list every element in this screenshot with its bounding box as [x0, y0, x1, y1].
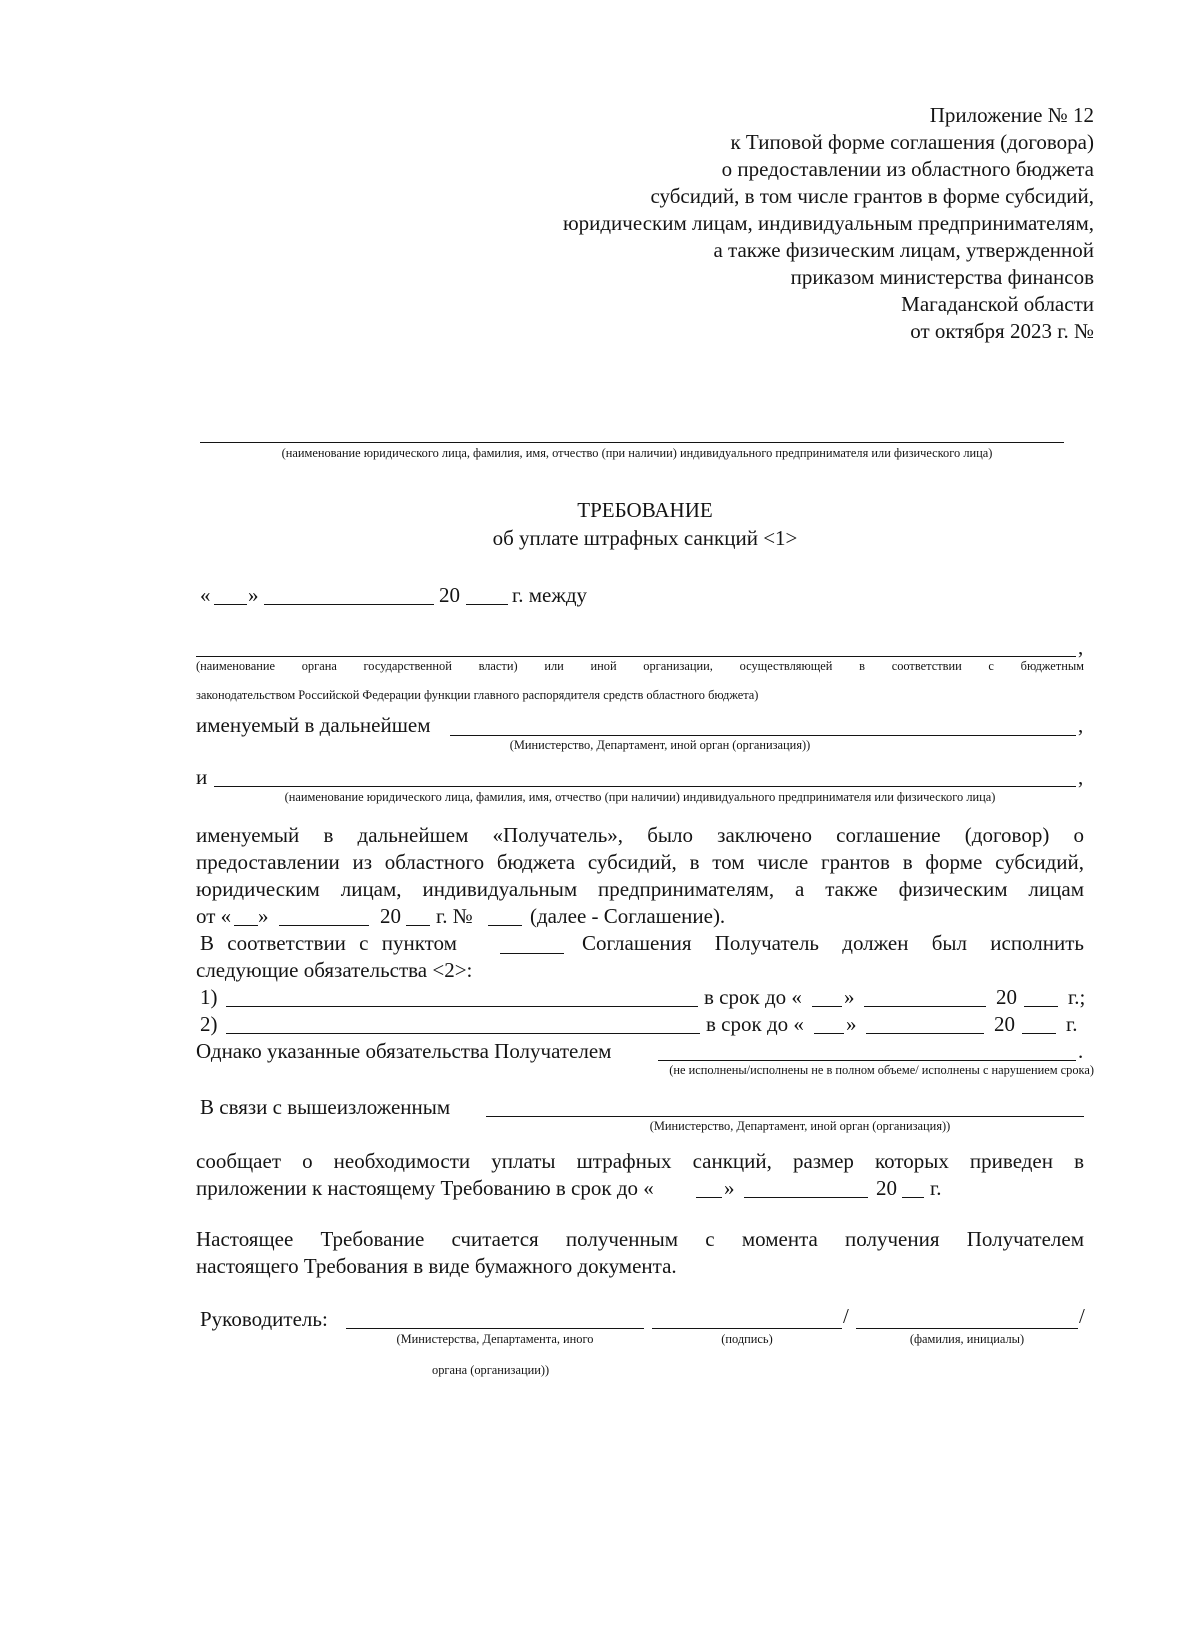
obligation-1-number: 1) — [200, 985, 218, 1009]
para2-clause-label: В соответствии с пунктом — [200, 931, 457, 955]
header-line: к Типовой форме соглашения (договора) — [730, 130, 1094, 154]
signature-org-caption: (Министерства, Департамента, иного — [396, 1332, 594, 1346]
obligation-2-year: 20 — [994, 1012, 1015, 1036]
obligation-2-end: г. — [1066, 1012, 1078, 1036]
para1-year-prefix: 20 — [380, 904, 401, 928]
period: . — [1078, 1039, 1084, 1063]
comma: , — [1078, 765, 1084, 789]
para1-line2: предоставлении из областного бюджета субсидий, в том числе грантов в форме субсидий, — [196, 850, 1084, 874]
recipient-second-line — [214, 786, 1076, 787]
signature-name-caption: (фамилия, инициалы) — [909, 1332, 1025, 1346]
obligation-2-line — [226, 1033, 700, 1034]
para1-line1: именуемый в дальнейшем «Получатель», было заключено соглашение (договор) о — [196, 823, 1084, 847]
obligation-1-deadline: в срок до « — [704, 985, 802, 1009]
head-label: Руководитель: — [200, 1307, 328, 1331]
clause-number-blank — [500, 953, 564, 954]
obligation-2-deadline: в срок до « — [706, 1012, 804, 1036]
para1-line3: юридическим лицам, индивидуальным предпринимателям, а также физическим лицам — [196, 877, 1084, 901]
obligation-2-day-blank — [814, 1033, 844, 1034]
header-line: субсидий, в том числе грантов в форме субсидий, — [650, 184, 1094, 208]
referred-as-line — [450, 735, 1076, 736]
agreement-month-blank — [279, 925, 369, 926]
signature-line — [652, 1328, 842, 1329]
para1-close-quote: » — [258, 904, 269, 928]
agreement-year-blank — [406, 925, 430, 926]
signature-caption: (подпись) — [721, 1332, 773, 1346]
date-year-prefix: 20 — [439, 583, 460, 607]
header-appendix-number: Приложение № 12 — [929, 103, 1094, 127]
para4-line1: Настоящее Требование считается полученным с момента получения Получателем — [196, 1227, 1084, 1251]
document-title: ТРЕБОВАНИЕ — [577, 498, 713, 522]
obligation-1-close-quote: » — [844, 985, 855, 1009]
date-day-blank — [214, 604, 247, 605]
para1-number-label: г. № — [436, 904, 473, 928]
not-fulfilled-line — [658, 1060, 1076, 1061]
slash: / — [1079, 1304, 1085, 1328]
header-line: а также физическим лицам, утвержденной — [713, 238, 1094, 262]
obligation-2-year-blank — [1022, 1033, 1056, 1034]
in-view-ministry-caption: (Министерство, Департамент, иной орган (организация)) — [649, 1119, 951, 1133]
date-close-quote: » — [248, 583, 259, 607]
obligation-1-line — [226, 1006, 698, 1007]
obligation-1-year: 20 — [996, 985, 1017, 1009]
header-line: приказом министерства финансов — [790, 265, 1094, 289]
obligation-2-month-blank — [866, 1033, 984, 1034]
comma: , — [1078, 713, 1084, 737]
in-view-label: В связи с вышеизложенным — [200, 1095, 451, 1119]
authority-caption-line1: (наименование органа государственной власти) или иной организации, осуществляющей в соответствии с бюджетным — [196, 659, 1084, 673]
in-view-ministry-line — [486, 1116, 1084, 1117]
para3-line1: сообщает о необходимости уплаты штрафных санкций, размер которых приведен в — [196, 1149, 1084, 1173]
para2-line1-tail: Соглашения Получатель должен был исполнить — [582, 931, 1084, 955]
recipient-name-line — [200, 442, 1064, 443]
signature-name-line — [856, 1328, 1078, 1329]
document-subtitle: об уплате штрафных санкций <1> — [492, 526, 798, 550]
header-line: юридическим лицам, индивидуальным предпринимателям, — [562, 211, 1094, 235]
para3-year: 20 — [876, 1176, 897, 1200]
date-tail: г. между — [512, 583, 588, 607]
obligation-1-year-blank — [1024, 1006, 1058, 1007]
referred-as-label: именуемый в дальнейшем — [196, 713, 431, 737]
para3-line2: приложении к настоящему Требованию в срок до « — [196, 1176, 654, 1200]
signature-org-line — [346, 1328, 644, 1329]
recipient-second-caption: (наименование юридического лица, фамилия, имя, отчество (при наличии) индивидуального предпринимателя или физического лица) — [284, 790, 996, 804]
header-line: Магаданской области — [901, 292, 1094, 316]
obligation-1-day-blank — [812, 1006, 842, 1007]
para1-from: от « — [196, 904, 232, 928]
payment-year-blank — [902, 1197, 924, 1198]
obligation-2-number: 2) — [200, 1012, 218, 1036]
obligation-2-close-quote: » — [846, 1012, 857, 1036]
para4-line2: настоящего Требования в виде бумажного документа. — [196, 1254, 677, 1278]
payment-month-blank — [744, 1197, 868, 1198]
para1-tail: (далее - Соглашение). — [530, 904, 726, 928]
comma: , — [1078, 635, 1084, 659]
header-line: о предоставлении из областного бюджета — [721, 157, 1094, 181]
payment-day-blank — [696, 1197, 722, 1198]
para2-line2: следующие обязательства <2>: — [196, 958, 473, 982]
obligation-1-month-blank — [864, 1006, 986, 1007]
authority-caption-line2: законодательством Российской Федерации функции главного распорядителя средств областного бюджета) — [196, 688, 759, 702]
para3-close-quote: » — [724, 1176, 735, 1200]
not-fulfilled-caption: (не исполнены/исполнены не в полном объеме/ исполнены с нарушением срока) — [669, 1063, 1094, 1077]
and-label: и — [196, 765, 208, 789]
date-open-quote: « — [200, 583, 211, 607]
recipient-name-caption: (наименование юридического лица, фамилия, имя, отчество (при наличии) индивидуального предпринимателя или физического лица) — [281, 446, 993, 460]
para3-end: г. — [930, 1176, 942, 1200]
date-year-blank — [466, 604, 508, 605]
date-month-blank — [264, 604, 434, 605]
agreement-day-blank — [234, 925, 258, 926]
obligation-1-end: г.; — [1068, 985, 1086, 1009]
ministry-caption: (Министерство, Департамент, иной орган (организация)) — [509, 738, 811, 752]
authority-name-line — [196, 656, 1076, 657]
header-order-date: от октября 2023 г. № — [910, 319, 1094, 343]
agreement-number-blank — [488, 925, 522, 926]
signature-org-caption-line2: органа (организации)) — [432, 1363, 550, 1377]
however-label: Однако указанные обязательства Получателем — [196, 1039, 612, 1063]
slash: / — [843, 1304, 849, 1328]
